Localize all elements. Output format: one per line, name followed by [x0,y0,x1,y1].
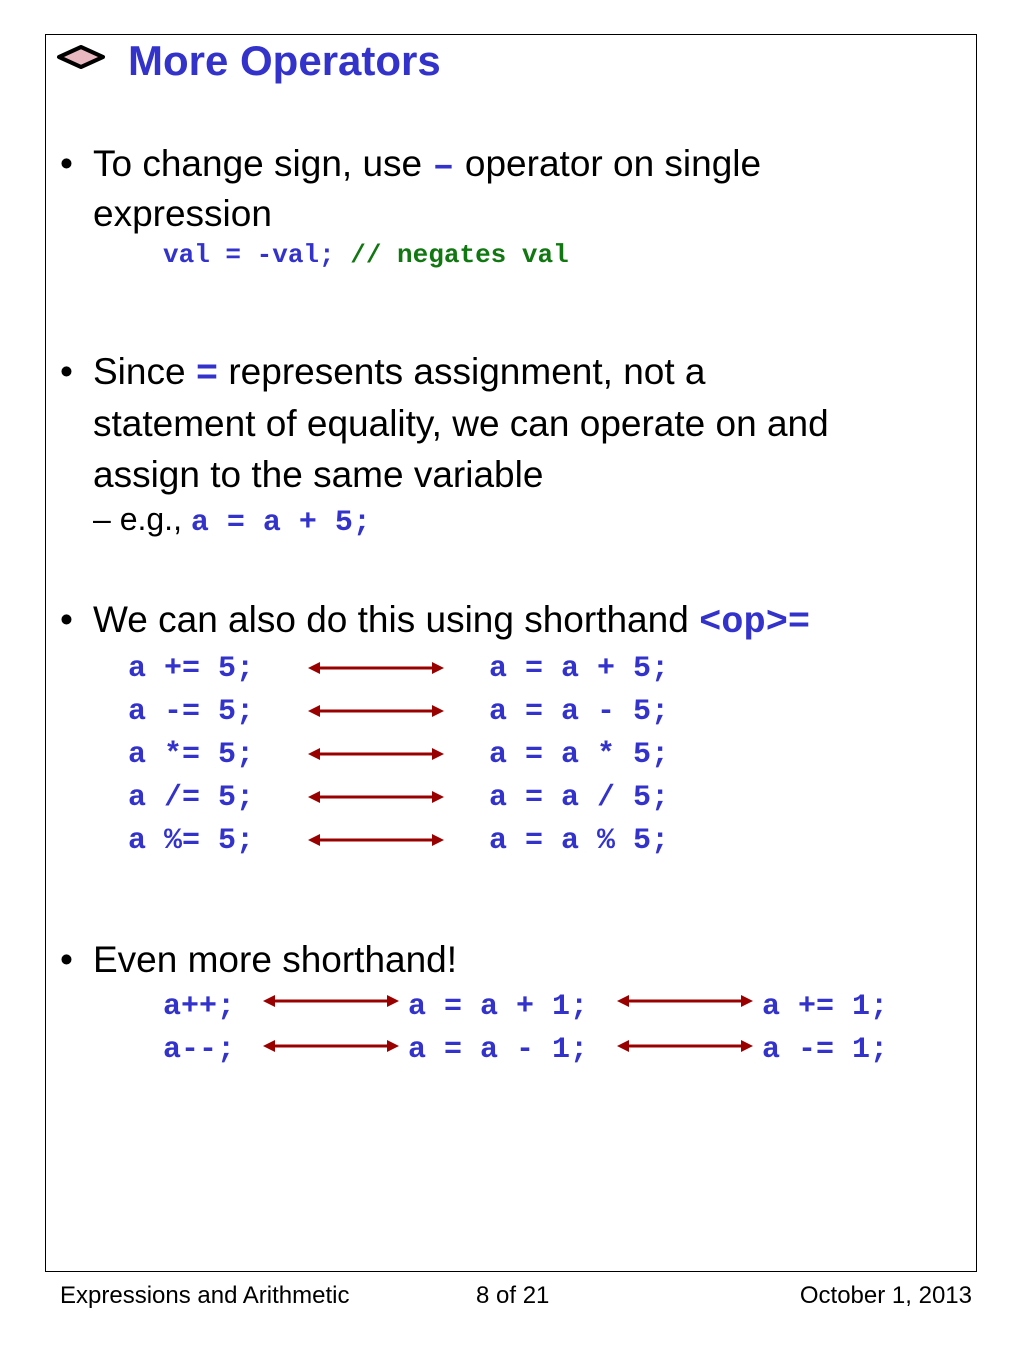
bullet-dot: • [60,351,73,392]
increment-expr: a++; [163,990,236,1024]
double-arrow-icon [262,1038,400,1054]
shorthand-left: a %= 5; [128,824,255,858]
double-arrow-icon [307,660,445,676]
bullet-1-line-2: expression [93,193,272,234]
shorthand-operator: <op>= [699,602,811,644]
diamond-bullet-icon [56,44,106,74]
double-arrow-icon [307,703,445,719]
shorthand-right: a = a % 5; [489,824,670,858]
bullet-1-line-1: To change sign, use – operator on single [93,143,762,188]
increment-shorthand: a += 1; [762,990,889,1024]
double-arrow-icon [262,993,400,1009]
shorthand-left: a -= 5; [128,695,255,729]
bullet-dot: • [60,939,73,980]
shorthand-left: a *= 5; [128,738,255,772]
decrement-expanded: a = a - 1; [408,1033,589,1067]
bullet-dot: • [60,143,73,184]
footer-date: October 1, 2013 [799,1282,972,1309]
bullet-dot: • [60,599,73,640]
bullet-2-line-1: Since = represents assignment, not a [93,351,706,396]
shorthand-right: a = a + 5; [489,652,670,686]
double-arrow-icon [307,789,445,805]
bullet-3-line-1: We can also do this using shorthand <op>= [93,599,811,644]
decrement-expr: a--; [163,1033,236,1067]
shorthand-right: a = a * 5; [489,738,670,772]
decrement-shorthand: a -= 1; [762,1033,889,1067]
minus-operator: – [432,146,455,188]
double-arrow-icon [616,1038,754,1054]
footer-course-title: Expressions and Arithmetic [60,1282,350,1309]
double-arrow-icon [307,746,445,762]
bullet-2-line-3: assign to the same variable [93,454,544,495]
assign-operator: = [195,354,219,396]
shorthand-left: a /= 5; [128,781,255,815]
negate-code-line: val = -val; // negates val [163,240,569,270]
double-arrow-icon [307,832,445,848]
example-subitem: – e.g., a = a + 5; [93,501,371,540]
page-title: More Operators [128,37,441,84]
shorthand-right: a = a - 5; [489,695,670,729]
code-comment: // negates val [350,240,569,270]
footer-page-number: 8 of 21 [476,1282,550,1309]
example-code: a = a + 5; [190,506,371,540]
shorthand-right: a = a / 5; [489,781,670,815]
bullet-2-line-2: statement of equality, we can operate on and [93,403,829,444]
double-arrow-icon [616,993,754,1009]
bullet-4-line-1: Even more shorthand! [93,939,458,980]
increment-expanded: a = a + 1; [408,990,589,1024]
shorthand-left: a += 5; [128,652,255,686]
